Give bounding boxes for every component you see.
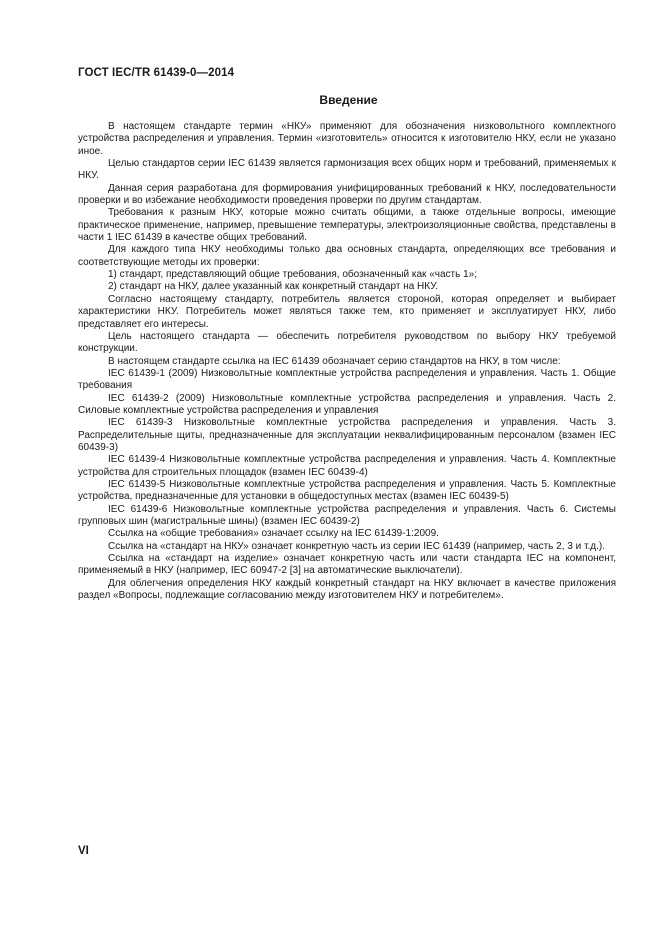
paragraph: Для каждого типа НКУ необходимы только два основных стандарта, определяющих все требования и соответствующие методы их проверки: bbox=[78, 244, 616, 268]
paragraph: Требования к разным НКУ, которые можно считать общими, а также отдельные вопросы, имеющие практическое применение, например, превышение температуры, электроизоляционные свойства, представлены в части 1 IEC 61439 в качестве общих требований. bbox=[78, 207, 616, 244]
paragraph: Ссылка на «общие требования» означает ссылку на IEC 61439-1:2009. bbox=[108, 528, 439, 540]
standard-reference: IEC 61439-1 (2009) Низковольтные комплектные устройства распределения и управления. Часть 1. Общие требования bbox=[78, 367, 616, 392]
standard-reference: IEC 61439-2 (2009) Низковольтные комплектные устройства распределения и управления. Часть 2. Силовые комплектные устройства распределения и управления bbox=[78, 392, 616, 416]
standard-reference: IEC 61439-4 Низковольтные комплектные устройства распределения и управления. Часть 4. Комплектные устройства для строительных площадок (взамен IEC 60439-4) bbox=[78, 454, 616, 478]
paragraph: В настоящем стандарте термин «НКУ» применяют для обозначения низковольтного комплектного устройства распределения и управления. Термин «изготовитель» относится к изготовителю НКУ, если не указано иное. bbox=[78, 121, 616, 157]
paragraph: Данная серия разработана для формирования унифицированных требований к НКУ, последовательности проверки и во избежание необходимости проведения проверки по другим стандартам. bbox=[78, 182, 616, 207]
page-number: VI bbox=[78, 845, 89, 857]
introduction-body bbox=[78, 121, 616, 602]
standard-designation: ГОСТ IEC/TR 61439-0—2014 bbox=[78, 67, 235, 79]
standard-reference: IEC 61439-6 Низковольтные комплектные устройства распределения и управления. Часть 6. Системы групповых шин (магистральные шины) (взамен IEC 60439-2) bbox=[78, 503, 616, 527]
standard-reference: IEC 61439-5 Низковольтные комплектные устройства распределения и управления. Часть 5. Комплектные устройства, предназначенные для установки в общедоступных местах (взамен IEC 60439-5) bbox=[78, 478, 616, 503]
paragraph: Ссылка на «стандарт на изделие» означает конкретную часть или части стандарта IEC на компонент, применяемый в НКУ (например, IEC 60947-2 [3] на автоматические выключатели). bbox=[78, 553, 616, 577]
paragraph: Согласно настоящему стандарту, потребитель является стороной, которая определяет и выбирает характеристики НКУ. Потребитель может являться также тем, кто применяет и эксплуатирует НКУ, либо представляет его интересы. bbox=[78, 293, 616, 330]
section-title: Введение bbox=[319, 93, 378, 107]
standard-reference: IEC 61439-3 Низковольтные комплектные устройства распределения и управления. Часть 3. Распределительные щиты, предназначенные для эксплуатации неквалифицированным персоналом (взамен IEC 60439-3) bbox=[78, 417, 616, 453]
paragraph: В настоящем стандарте ссылка на IEC 61439 обозначает серию стандартов на НКУ, в том числе: bbox=[108, 355, 561, 367]
list-item: 1) стандарт, представляющий общие требования, обозначенный как «часть 1»; bbox=[108, 269, 478, 281]
paragraph: Ссылка на «стандарт на НКУ» означает конкретную часть из серии IEC 61439 (например, часть 2, 3 и т.д.). bbox=[108, 540, 605, 552]
paragraph: Для облегчения определения НКУ каждый конкретный стандарт на НКУ включает в качестве приложения раздел «Вопросы, подлежащие согласованию между изготовителем НКУ и потребителем». bbox=[78, 577, 616, 602]
list-item: 2) стандарт на НКУ, далее указанный как конкретный стандарт на НКУ. bbox=[108, 281, 439, 293]
paragraph: Целью стандартов серии IEC 61439 является гармонизация всех общих норм и требований, применяемых к НКУ. bbox=[78, 158, 616, 182]
paragraph: Цель настоящего стандарта — обеспечить потребителя руководством по выбору НКУ требуемой конструкции. bbox=[78, 330, 616, 355]
